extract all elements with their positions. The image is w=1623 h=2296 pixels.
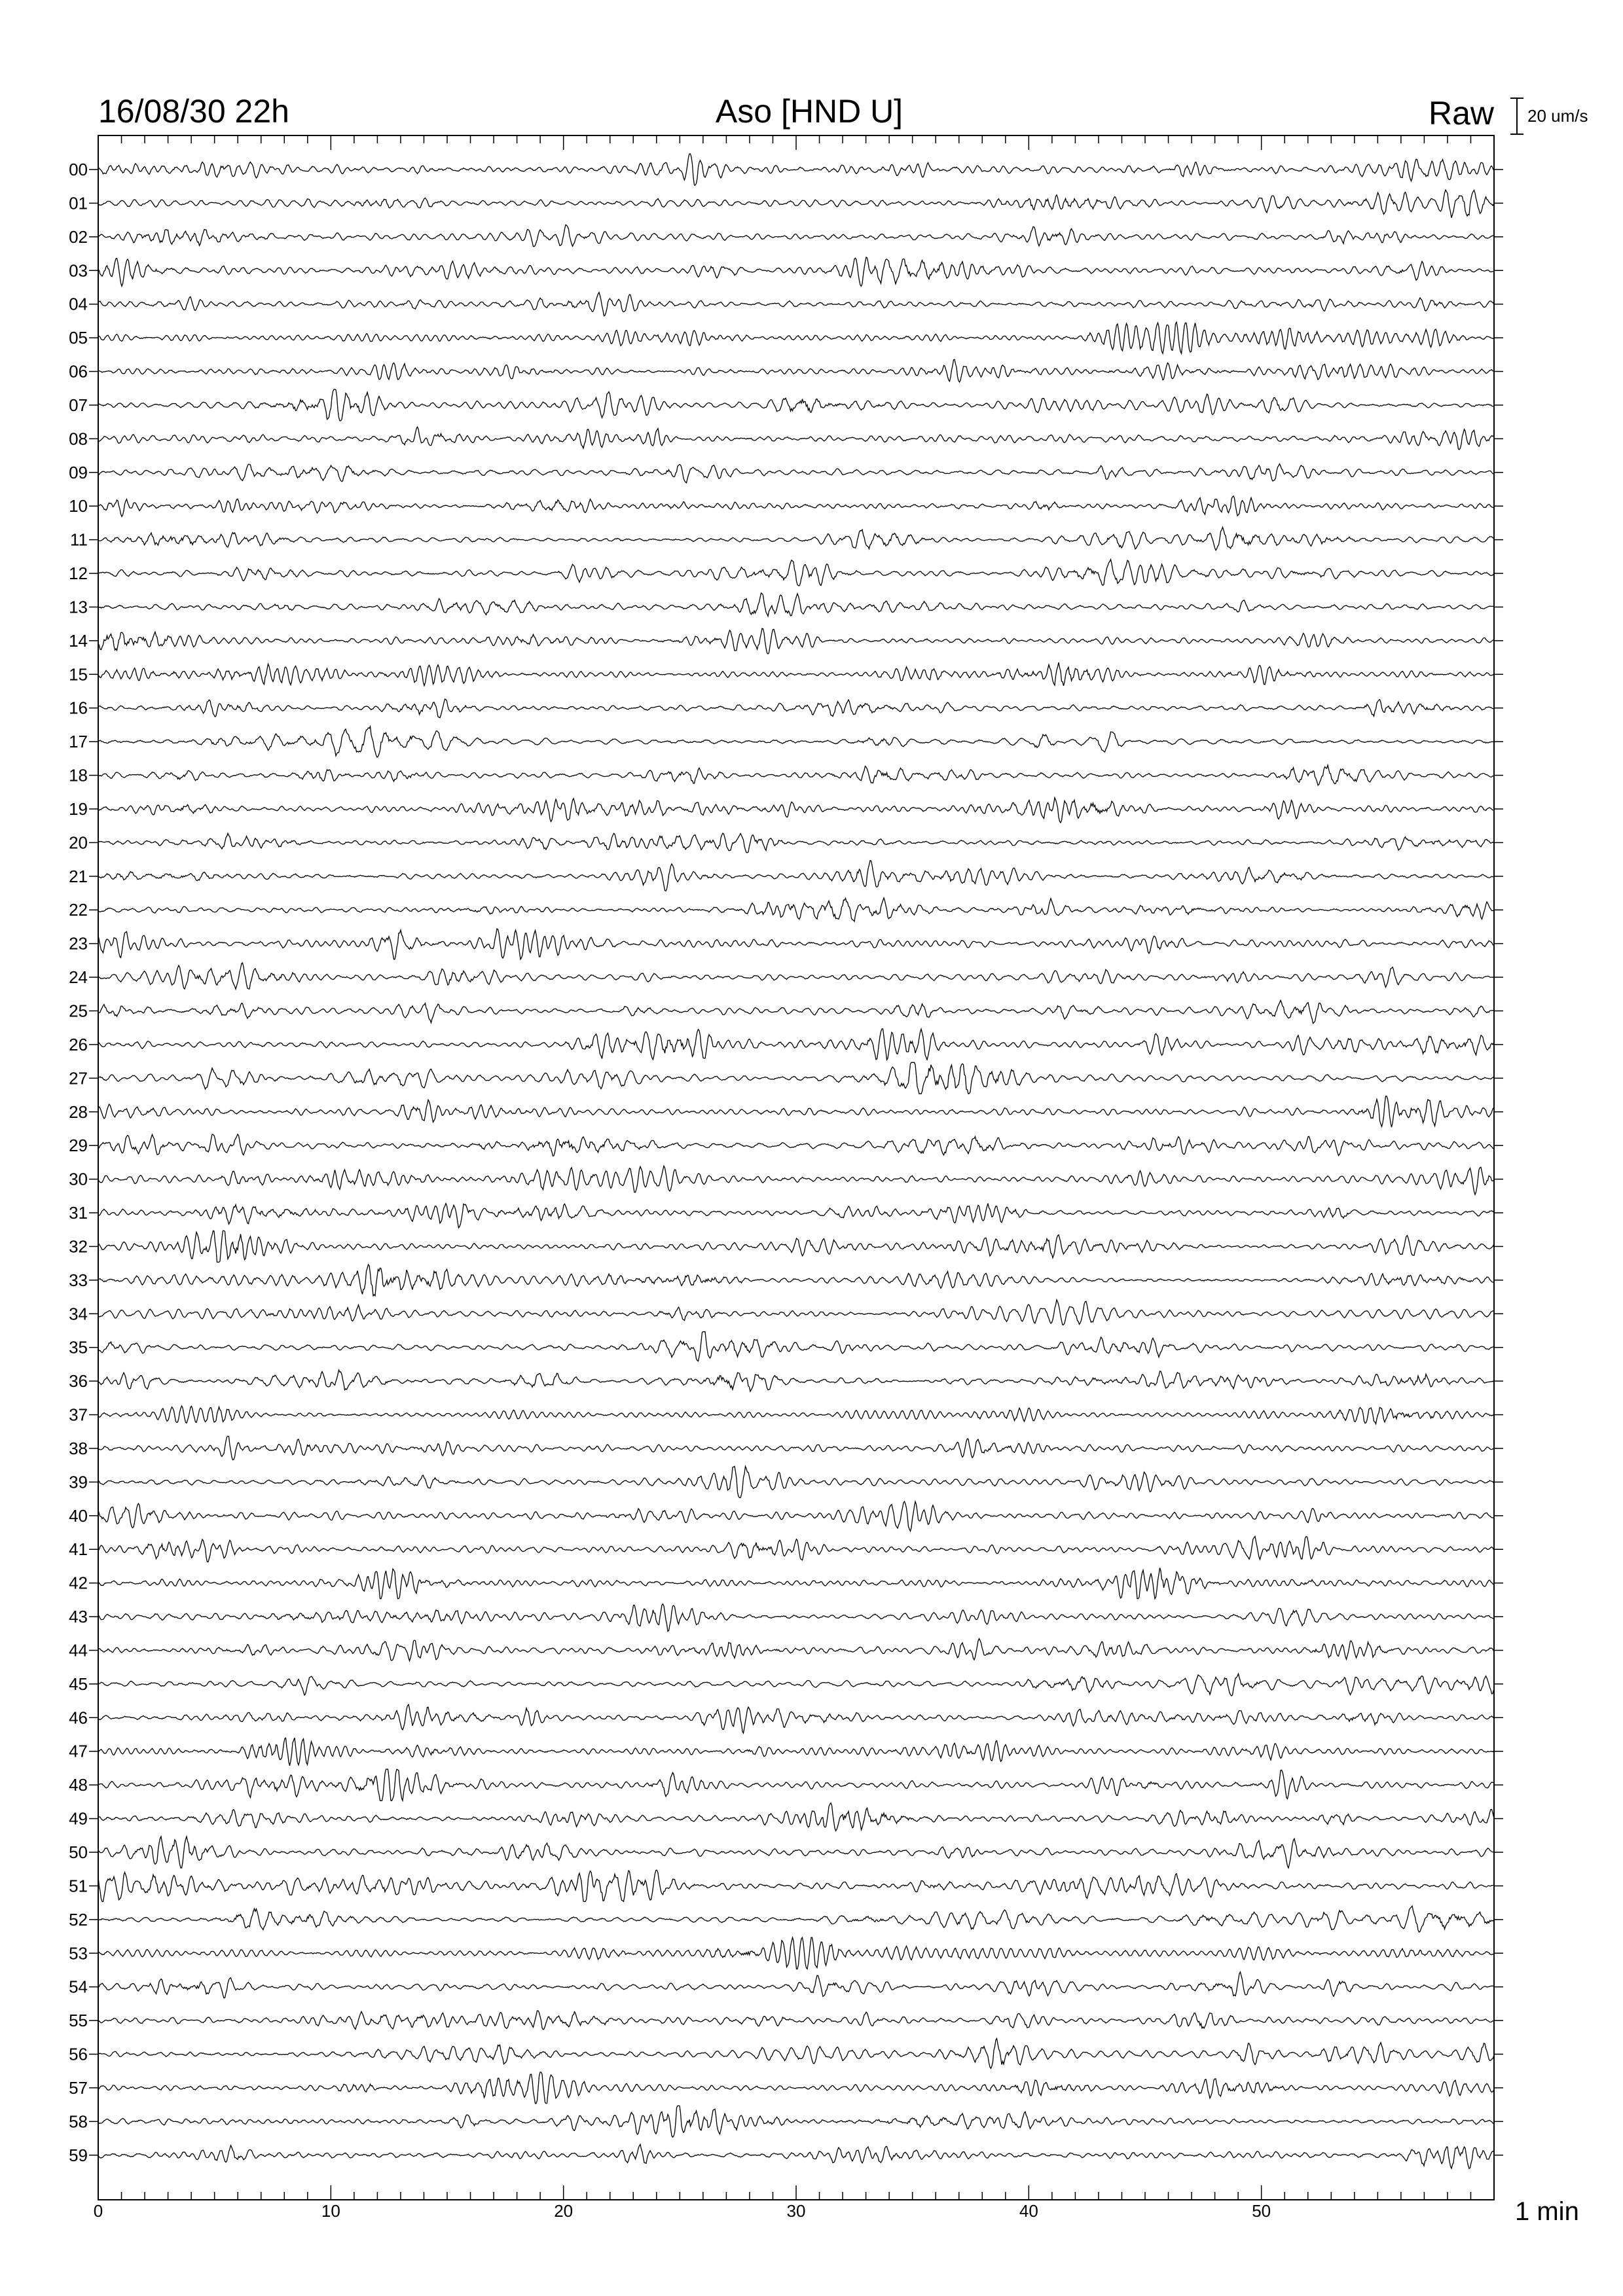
trace-row-03 xyxy=(98,257,1494,286)
trace-row-47 xyxy=(98,1738,1494,1766)
row-label-40: 40 xyxy=(69,1505,88,1526)
row-label-29: 29 xyxy=(69,1136,88,1156)
trace-row-11 xyxy=(98,528,1494,550)
trace-row-23 xyxy=(98,929,1494,960)
row-label-10: 10 xyxy=(69,496,88,516)
trace-row-24 xyxy=(98,963,1494,989)
trace-row-20 xyxy=(98,833,1494,853)
trace-row-56 xyxy=(98,2039,1494,2069)
trace-row-37 xyxy=(98,1406,1494,1424)
trace-row-43 xyxy=(98,1604,1494,1632)
trace-row-45 xyxy=(98,1674,1494,1696)
trace-row-59 xyxy=(98,2144,1494,2168)
row-label-57: 57 xyxy=(69,2077,88,2098)
trace-row-33 xyxy=(98,1265,1494,1296)
trace-row-22 xyxy=(98,898,1494,922)
trace-row-40 xyxy=(98,1501,1494,1531)
trace-row-32 xyxy=(98,1230,1494,1262)
mode-label: Raw xyxy=(1428,95,1494,132)
row-label-22: 22 xyxy=(69,900,88,920)
x-tick-label-10: 10 xyxy=(321,2201,340,2221)
trace-row-04 xyxy=(98,293,1494,316)
trace-row-18 xyxy=(98,765,1494,785)
row-label-52: 52 xyxy=(69,1909,88,1929)
trace-row-17 xyxy=(98,726,1494,757)
row-label-44: 44 xyxy=(69,1640,88,1660)
trace-row-25 xyxy=(98,1000,1494,1023)
row-label-05: 05 xyxy=(69,328,88,348)
trace-row-52 xyxy=(98,1906,1494,1932)
row-label-17: 17 xyxy=(69,732,88,752)
row-label-28: 28 xyxy=(69,1102,88,1122)
row-label-16: 16 xyxy=(69,698,88,718)
trace-row-38 xyxy=(98,1436,1494,1460)
station-title: Aso [HND U] xyxy=(715,93,903,130)
trace-row-01 xyxy=(98,190,1494,218)
trace-row-19 xyxy=(98,798,1494,823)
trace-row-53 xyxy=(98,1937,1494,1969)
row-label-39: 39 xyxy=(69,1472,88,1492)
row-label-32: 32 xyxy=(69,1236,88,1257)
row-label-08: 08 xyxy=(69,429,88,449)
trace-row-02 xyxy=(98,225,1494,247)
row-label-49: 49 xyxy=(69,1808,88,1829)
trace-row-57 xyxy=(98,2072,1494,2104)
trace-row-10 xyxy=(98,496,1494,516)
row-label-25: 25 xyxy=(69,1001,88,1021)
trace-row-41 xyxy=(98,1536,1494,1562)
trace-row-06 xyxy=(98,359,1494,382)
row-label-42: 42 xyxy=(69,1573,88,1593)
x-axis-labels xyxy=(94,2201,1271,2221)
row-label-04: 04 xyxy=(69,294,88,314)
row-label-43: 43 xyxy=(69,1607,88,1627)
row-label-45: 45 xyxy=(69,1674,88,1694)
x-tick-label-50: 50 xyxy=(1252,2201,1271,2221)
row-label-24: 24 xyxy=(69,967,88,988)
trace-row-16 xyxy=(98,699,1494,718)
amplitude-scale-bar xyxy=(1510,98,1588,134)
trace-row-34 xyxy=(98,1300,1494,1325)
row-label-46: 46 xyxy=(69,1708,88,1728)
row-label-53: 53 xyxy=(69,1943,88,1964)
row-label-26: 26 xyxy=(69,1034,88,1054)
trace-row-42 xyxy=(98,1568,1494,1598)
trace-row-09 xyxy=(98,464,1494,483)
row-label-33: 33 xyxy=(69,1270,88,1290)
row-label-20: 20 xyxy=(69,833,88,853)
row-label-19: 19 xyxy=(69,798,88,819)
row-label-48: 48 xyxy=(69,1775,88,1795)
trace-row-51 xyxy=(98,1870,1494,1901)
trace-row-26 xyxy=(98,1029,1494,1060)
row-label-41: 41 xyxy=(69,1539,88,1560)
row-label-51: 51 xyxy=(69,1876,88,1896)
row-label-14: 14 xyxy=(69,630,88,651)
row-label-59: 59 xyxy=(69,2145,88,2165)
trace-row-36 xyxy=(98,1370,1494,1391)
trace-row-08 xyxy=(98,427,1494,450)
trace-row-46 xyxy=(98,1704,1494,1733)
row-label-23: 23 xyxy=(69,933,88,954)
trace-row-27 xyxy=(98,1062,1494,1094)
trace-row-31 xyxy=(98,1204,1494,1228)
x-tick-label-0: 0 xyxy=(93,2201,103,2221)
trace-row-55 xyxy=(98,2011,1494,2030)
trace-row-44 xyxy=(98,1639,1494,1661)
row-label-54: 54 xyxy=(69,1977,88,1997)
amplitude-scale-label: 20 um/s xyxy=(1527,106,1588,126)
row-label-12: 12 xyxy=(69,564,88,584)
row-label-36: 36 xyxy=(69,1371,88,1391)
trace-row-54 xyxy=(98,1972,1494,1998)
trace-row-00 xyxy=(98,154,1494,185)
row-label-15: 15 xyxy=(69,664,88,685)
trace-row-15 xyxy=(98,662,1494,686)
row-label-18: 18 xyxy=(69,765,88,785)
trace-row-13 xyxy=(98,593,1494,617)
trace-row-07 xyxy=(98,389,1494,421)
trace-row-50 xyxy=(98,1837,1494,1868)
row-label-13: 13 xyxy=(69,597,88,617)
plot-frame xyxy=(98,135,1494,2200)
row-labels xyxy=(69,160,1503,2165)
row-label-35: 35 xyxy=(69,1337,88,1357)
row-label-55: 55 xyxy=(69,2011,88,2031)
row-label-07: 07 xyxy=(69,395,88,415)
x-axis-ticks xyxy=(98,135,1494,2200)
row-label-30: 30 xyxy=(69,1169,88,1189)
row-label-11: 11 xyxy=(70,529,88,550)
trace-row-48 xyxy=(98,1769,1494,1801)
trace-row-35 xyxy=(98,1332,1494,1361)
row-label-56: 56 xyxy=(69,2044,88,2064)
row-label-34: 34 xyxy=(69,1304,88,1324)
trace-row-28 xyxy=(98,1096,1494,1127)
x-tick-label-20: 20 xyxy=(554,2201,574,2221)
x-tick-label-40: 40 xyxy=(1019,2201,1038,2221)
row-label-00: 00 xyxy=(69,160,88,179)
row-label-50: 50 xyxy=(69,1842,88,1862)
row-label-06: 06 xyxy=(69,361,88,382)
trace-row-39 xyxy=(98,1466,1494,1498)
row-label-58: 58 xyxy=(69,2111,88,2132)
seismic-traces xyxy=(98,154,1494,2168)
row-label-09: 09 xyxy=(69,462,88,482)
trace-row-29 xyxy=(98,1134,1494,1156)
row-label-01: 01 xyxy=(69,193,88,213)
trace-row-58 xyxy=(98,2106,1494,2137)
row-label-31: 31 xyxy=(69,1203,88,1223)
x-tick-label-30: 30 xyxy=(786,2201,806,2221)
trace-row-30 xyxy=(98,1166,1494,1194)
row-label-02: 02 xyxy=(69,226,88,247)
row-label-03: 03 xyxy=(69,260,88,281)
trace-row-21 xyxy=(98,861,1494,891)
trace-row-05 xyxy=(98,322,1494,353)
trace-row-49 xyxy=(98,1803,1494,1831)
datetime-label: 16/08/30 22h xyxy=(98,93,289,130)
row-label-27: 27 xyxy=(69,1068,88,1088)
row-label-38: 38 xyxy=(69,1438,88,1458)
trace-row-14 xyxy=(98,628,1494,654)
row-label-21: 21 xyxy=(69,866,88,886)
trace-row-12 xyxy=(98,560,1494,586)
row-label-47: 47 xyxy=(69,1741,88,1761)
row-label-37: 37 xyxy=(69,1405,88,1425)
x-axis-unit-label: 1 min xyxy=(1515,2197,1579,2226)
